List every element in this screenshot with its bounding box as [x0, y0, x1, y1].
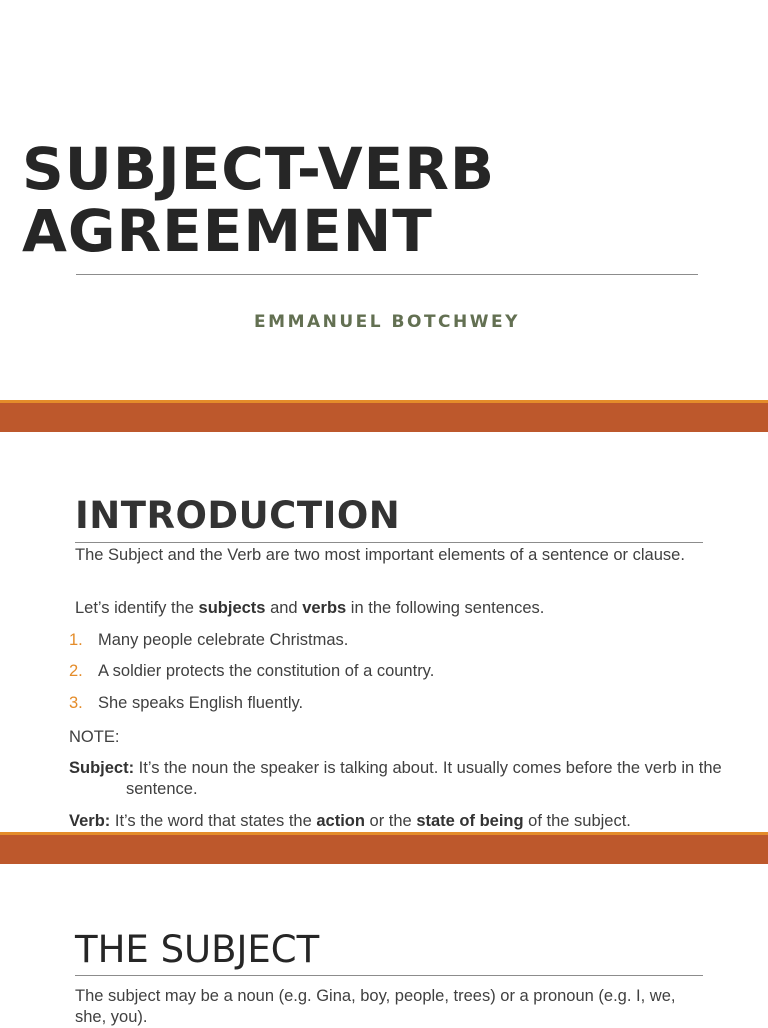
text-run: Let’s identify the [75, 599, 199, 617]
slide-separator-band [0, 400, 768, 432]
text-run: in the following sentences. [346, 599, 545, 617]
text-run: of the subject. [523, 812, 631, 830]
definition-term: Subject: [69, 759, 135, 777]
presentation-title [22, 135, 496, 265]
definition-text: It’s the noun the speaker is talking about. It usually comes before the verb in the sentence. [126, 759, 722, 798]
title-line-1: SUBJECT-VERB [22, 135, 496, 203]
text-run: and [265, 599, 303, 617]
subject-definition [69, 758, 736, 800]
list-item: She speaks English fluently. [98, 694, 304, 712]
list-number: 3. [69, 694, 83, 712]
slide-heading: INTRODUCTION [75, 494, 401, 537]
slide-the-subject [0, 864, 768, 1024]
slide-separator-band [0, 832, 768, 864]
definition-term: Verb: [69, 812, 111, 830]
heading-divider [75, 975, 703, 976]
list-item: Many people celebrate Christmas. [98, 631, 349, 649]
list-item: A soldier protects the constitution of a country. [98, 662, 435, 680]
list-number: 2. [69, 662, 83, 680]
slide-introduction [0, 432, 768, 832]
intro-paragraph: The Subject and the Verb are two most important elements of a sentence or clause. [75, 546, 685, 564]
title-divider [76, 274, 698, 275]
slide-heading: THE SUBJECT [75, 928, 320, 971]
text-run-bold: state of being [416, 812, 524, 830]
title-line-2: AGREEMENT [22, 197, 433, 265]
subject-paragraph: The subject may be a noun (e.g. Gina, boy, people, trees) or a pronoun (e.g. I, we, she, you). [75, 987, 676, 1026]
list-number: 1. [69, 631, 83, 649]
text-run-bold: action [316, 812, 365, 830]
note-label: NOTE: [69, 728, 120, 746]
verb-definition [69, 811, 709, 832]
text-run-bold: verbs [302, 599, 347, 617]
text-run: It’s the word that states the [110, 812, 317, 830]
author-name: EMMANUEL BOTCHWEY [254, 312, 520, 332]
text-run-bold: subjects [198, 599, 266, 617]
identify-paragraph [75, 598, 695, 619]
heading-divider [75, 542, 703, 543]
slide-title [0, 0, 768, 400]
text-run: or the [364, 812, 417, 830]
